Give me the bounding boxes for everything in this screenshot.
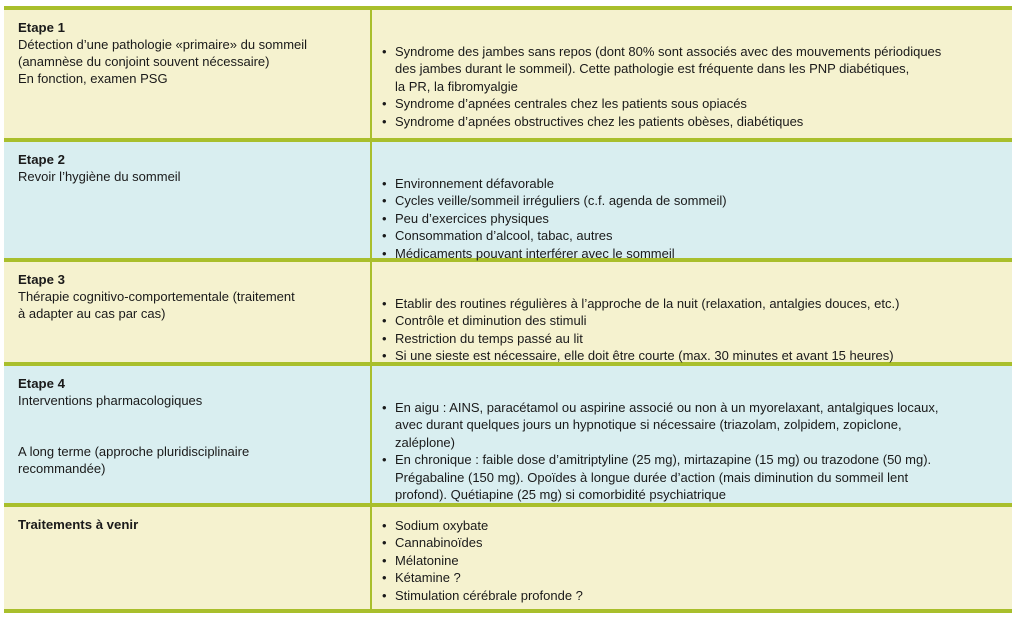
description-line: Thérapie cognitivo-comportementale (traitement [18, 289, 295, 304]
table-row-etape-1 [4, 10, 1012, 142]
list-item-line: • Environnement défavorable [395, 176, 554, 191]
list-item-line: avec durant quelques jours un hypnotique si nécessaire (triazolam, zolpidem, zopiclone, [395, 417, 902, 433]
row-items [372, 142, 1012, 261]
row-items [372, 262, 1012, 362]
list-item-line: • Syndrome d’apnées obstructives chez les patients obèses, diabétiques [395, 113, 804, 129]
list-item [382, 210, 1004, 227]
treatment-table [4, 6, 1012, 613]
description-line: A long terme (approche pluridisciplinaire [18, 444, 250, 459]
row-title: Etape 1 [18, 20, 65, 35]
row-description [4, 507, 372, 609]
list-item [382, 534, 1004, 551]
table-row-future-treatments [4, 507, 1012, 613]
list-item [382, 399, 1004, 451]
row-description [4, 10, 372, 138]
list-item [382, 95, 1004, 112]
list-item-line: • Peu d’exercices physiques [395, 210, 549, 226]
list-item [382, 43, 1004, 95]
row-title: Etape 3 [18, 272, 65, 287]
list-item [382, 192, 1004, 209]
list-item-line: Prégabaline (150 mg). Opoïdes à longue durée d’action (mais diminution du sommeil lent [395, 469, 909, 485]
description-line: Détection d’une pathologie «primaire» du sommeil [18, 37, 308, 52]
description-line: (anamnèse du conjoint souvent nécessaire) [18, 54, 270, 69]
list-item-line: • En chronique : faible dose d’amitriptyline (25 mg), mirtazapine (15 mg) ou trazodone (50 mg). [395, 452, 932, 468]
row-title: Etape 2 [18, 152, 65, 167]
row-items [372, 366, 1012, 503]
list-item-line: • Cycles veille/sommeil irréguliers (c.f. agenda de sommeil) [395, 193, 727, 209]
description-line: à adapter au cas par cas) [18, 306, 166, 321]
list-item-line: des jambes durant le sommeil). Cette pathologie est fréquente dans les PNP diabétiques, [395, 61, 910, 77]
row-description [4, 366, 372, 503]
description-line: Revoir l’hygiène du sommeil [18, 169, 181, 184]
spacer [18, 409, 370, 426]
row-description [4, 262, 372, 362]
row-items [372, 507, 1012, 609]
list-item [382, 295, 1004, 312]
list-item [382, 552, 1004, 569]
description-line: recommandée) [18, 461, 106, 476]
list-item-line: • Syndrome des jambes sans repos (dont 80% sont associés avec des mouvements périodiques [395, 44, 942, 59]
list-item [382, 175, 1004, 192]
list-item-line: • Stimulation cérébrale profonde ? [395, 587, 583, 603]
row-description [4, 142, 372, 258]
table-row-etape-4 [4, 366, 1012, 507]
list-item-line: • Cannabinoïdes [395, 535, 483, 551]
list-item [382, 113, 1004, 130]
list-item-line: • Restriction du temps passé au lit [395, 330, 583, 346]
description-line: Interventions pharmacologiques [18, 393, 203, 408]
table-row-etape-3 [4, 262, 1012, 366]
row-items [372, 10, 1012, 138]
list-item-line: • Médicaments pouvant interférer avec le sommeil [395, 245, 675, 261]
list-item [382, 245, 1004, 262]
list-item-line: profond). Quétiapine (25 mg) si comorbidité psychiatrique [395, 487, 726, 503]
list-item [382, 569, 1004, 586]
list-item [382, 587, 1004, 604]
list-item-line: • Etablir des routines régulières à l’approche de la nuit (relaxation, antalgies douces, etc.) [395, 296, 900, 311]
list-item-line: zaléplone) [395, 434, 455, 450]
list-item-line: • En aigu : AINS, paracétamol ou aspirine associé ou non à un myorelaxant, antalgiques locaux, [395, 400, 939, 415]
list-item [382, 347, 1004, 364]
spacer [18, 426, 370, 443]
list-item-line: • Sodium oxybate [395, 518, 489, 533]
list-item-line: la PR, la fibromyalgie [395, 78, 518, 94]
list-item [382, 517, 1004, 534]
list-item-line: • Syndrome d’apnées centrales chez les patients sous opiacés [395, 96, 747, 112]
table-row-etape-2 [4, 142, 1012, 262]
row-title: Traitements à venir [18, 517, 139, 532]
list-item-line: • Consommation d’alcool, tabac, autres [395, 228, 613, 244]
list-item [382, 312, 1004, 329]
description-line: En fonction, examen PSG [18, 71, 168, 86]
list-item-line: • Si une sieste est nécessaire, elle doit être courte (max. 30 minutes et avant 15 heures) [395, 348, 894, 364]
row-title: Etape 4 [18, 376, 65, 391]
list-item-line: • Mélatonine [395, 552, 459, 568]
list-item [382, 451, 1004, 503]
list-item-line: • Contrôle et diminution des stimuli [395, 313, 587, 329]
list-item [382, 227, 1004, 244]
list-item [382, 330, 1004, 347]
list-item-line: • Kétamine ? [395, 570, 461, 586]
